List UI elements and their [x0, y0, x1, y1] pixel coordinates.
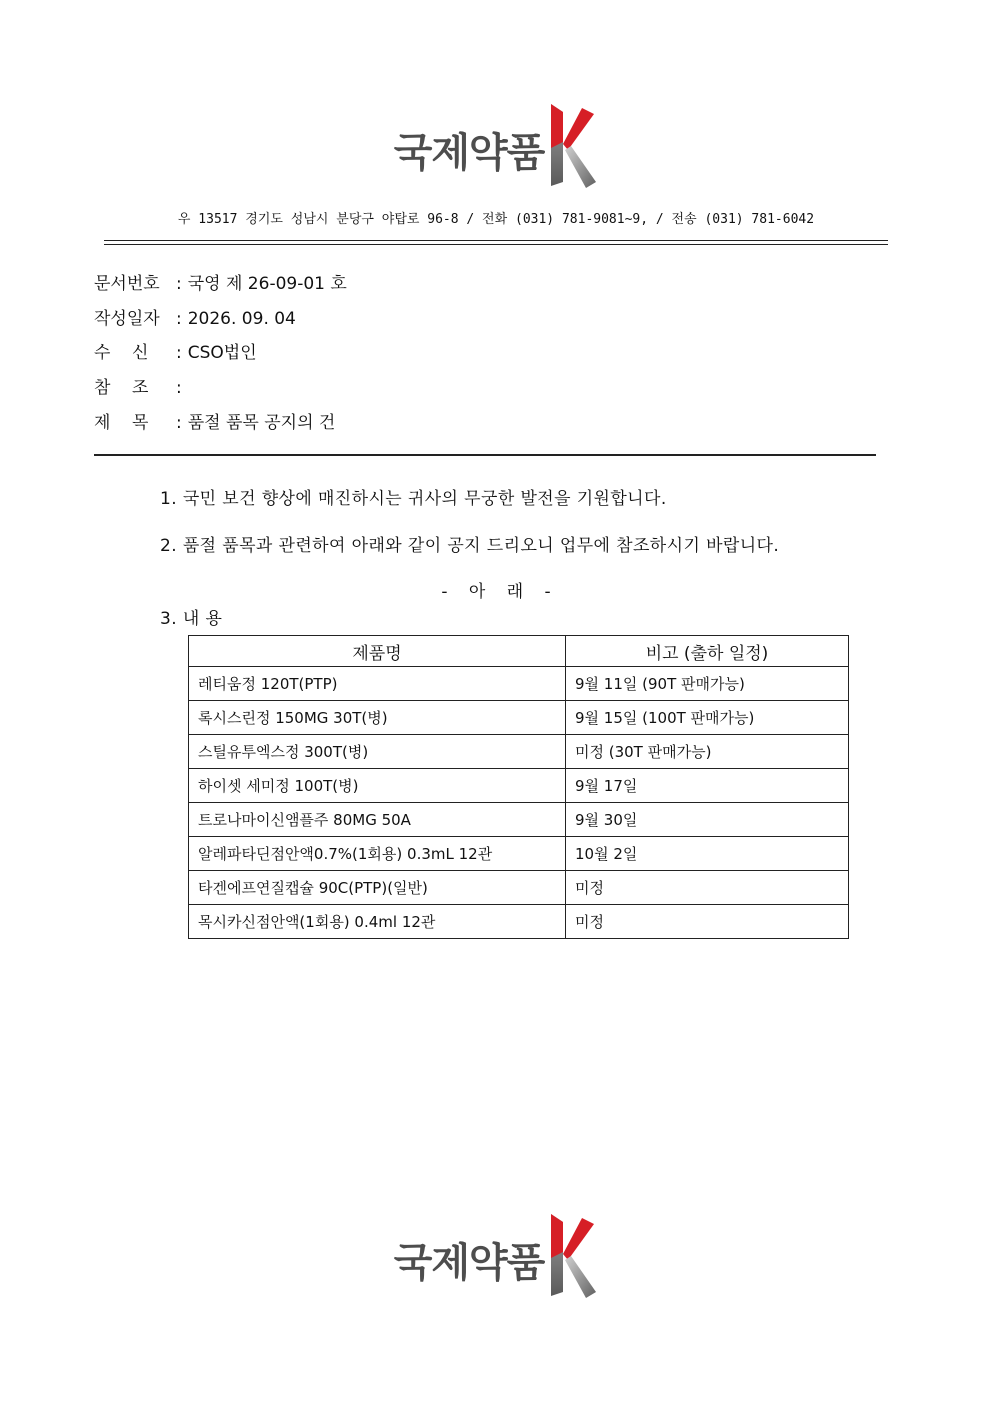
section-divider — [94, 454, 876, 456]
product-name-cell: 록시스린정 150MG 30T(병) — [189, 701, 566, 735]
table-header-row — [189, 636, 849, 667]
table-row — [189, 905, 849, 939]
product-name-cell: 레티움정 120T(PTP) — [189, 667, 566, 701]
content-label: 3. 내 용 — [160, 609, 223, 629]
product-table — [188, 635, 849, 939]
section-title: - 아 래 - — [441, 582, 551, 602]
note-cell: 미정 — [566, 871, 849, 905]
table-row — [189, 667, 849, 701]
table-row — [189, 701, 849, 735]
k-logo-icon — [548, 102, 598, 188]
meta-label: 작성일자 — [94, 309, 160, 329]
note-cell: 미정 — [566, 905, 849, 939]
note-cell: 9월 30일 — [566, 803, 849, 837]
note-cell: 9월 15일 (100T 판매가능) — [566, 701, 849, 735]
logo-wordmark: 국제약품 — [393, 1239, 545, 1286]
double-divider — [104, 240, 888, 245]
table-row — [189, 871, 849, 905]
paragraph-1: 1. 국민 보건 향상에 매진하시는 귀사의 무궁한 발전을 기원합니다. — [160, 489, 667, 509]
meta-label: 제 목 — [94, 413, 149, 433]
logo-wordmark: 국제약품 — [393, 129, 545, 176]
column-header-note: 비고 (출하 일정) — [566, 636, 849, 667]
note-cell: 9월 11일 (90T 판매가능) — [566, 667, 849, 701]
k-logo-icon — [548, 1212, 598, 1298]
note-cell: 10월 2일 — [566, 837, 849, 871]
meta-doc-number: 문서번호 : 국영 제 26-09-01 호 — [94, 269, 347, 294]
product-name-cell: 목시카신점안액(1회용) 0.4ml 12관 — [189, 905, 566, 939]
column-header-product: 제품명 — [189, 636, 566, 667]
product-name-cell: 스틸유투엑스정 300T(병) — [189, 735, 566, 769]
meta-label: 참 조 — [94, 378, 149, 398]
product-name-cell: 하이셋 세미정 100T(병) — [189, 769, 566, 803]
table-row — [189, 837, 849, 871]
table-row — [189, 735, 849, 769]
paragraph-2: 2. 품절 품목과 관련하여 아래와 같이 공지 드리오니 업무에 참조하시기 바랍니다. — [160, 536, 780, 556]
table-row — [189, 769, 849, 803]
meta-value: 품절 품목 공지의 건 — [187, 413, 336, 433]
footer-logo — [0, 1210, 992, 1300]
company-logo — [0, 100, 992, 190]
meta-reference: 참 조 : — [94, 373, 188, 398]
table-row — [189, 803, 849, 837]
note-cell: 미정 (30T 판매가능) — [566, 735, 849, 769]
meta-label: 수 신 — [94, 343, 149, 363]
product-name-cell: 타겐에프연질캡슐 90C(PTP)(일반) — [189, 871, 566, 905]
product-name-cell: 트로나마이신앰플주 80MG 50A — [189, 803, 566, 837]
product-name-cell: 알레파타딘점안액0.7%(1회용) 0.3mL 12관 — [189, 837, 566, 871]
meta-date: 작성일자 : 2026. 09. 04 — [94, 304, 296, 329]
meta-value: CSO법인 — [187, 343, 257, 363]
meta-value: 국영 제 26-09-01 호 — [187, 274, 347, 294]
meta-subject: 제 목 : 품절 품목 공지의 건 — [94, 408, 335, 433]
meta-value: 2026. 09. 04 — [187, 309, 296, 329]
note-cell: 9월 17일 — [566, 769, 849, 803]
company-address: 우 13517 경기도 성남시 분당구 야탑로 96-8 / 전화 (031) 781-9081~9, / 전송 (031) 781-6042 — [177, 212, 815, 227]
meta-recipient: 수 신 : CSO법인 — [94, 338, 257, 363]
meta-label: 문서번호 — [94, 274, 160, 294]
